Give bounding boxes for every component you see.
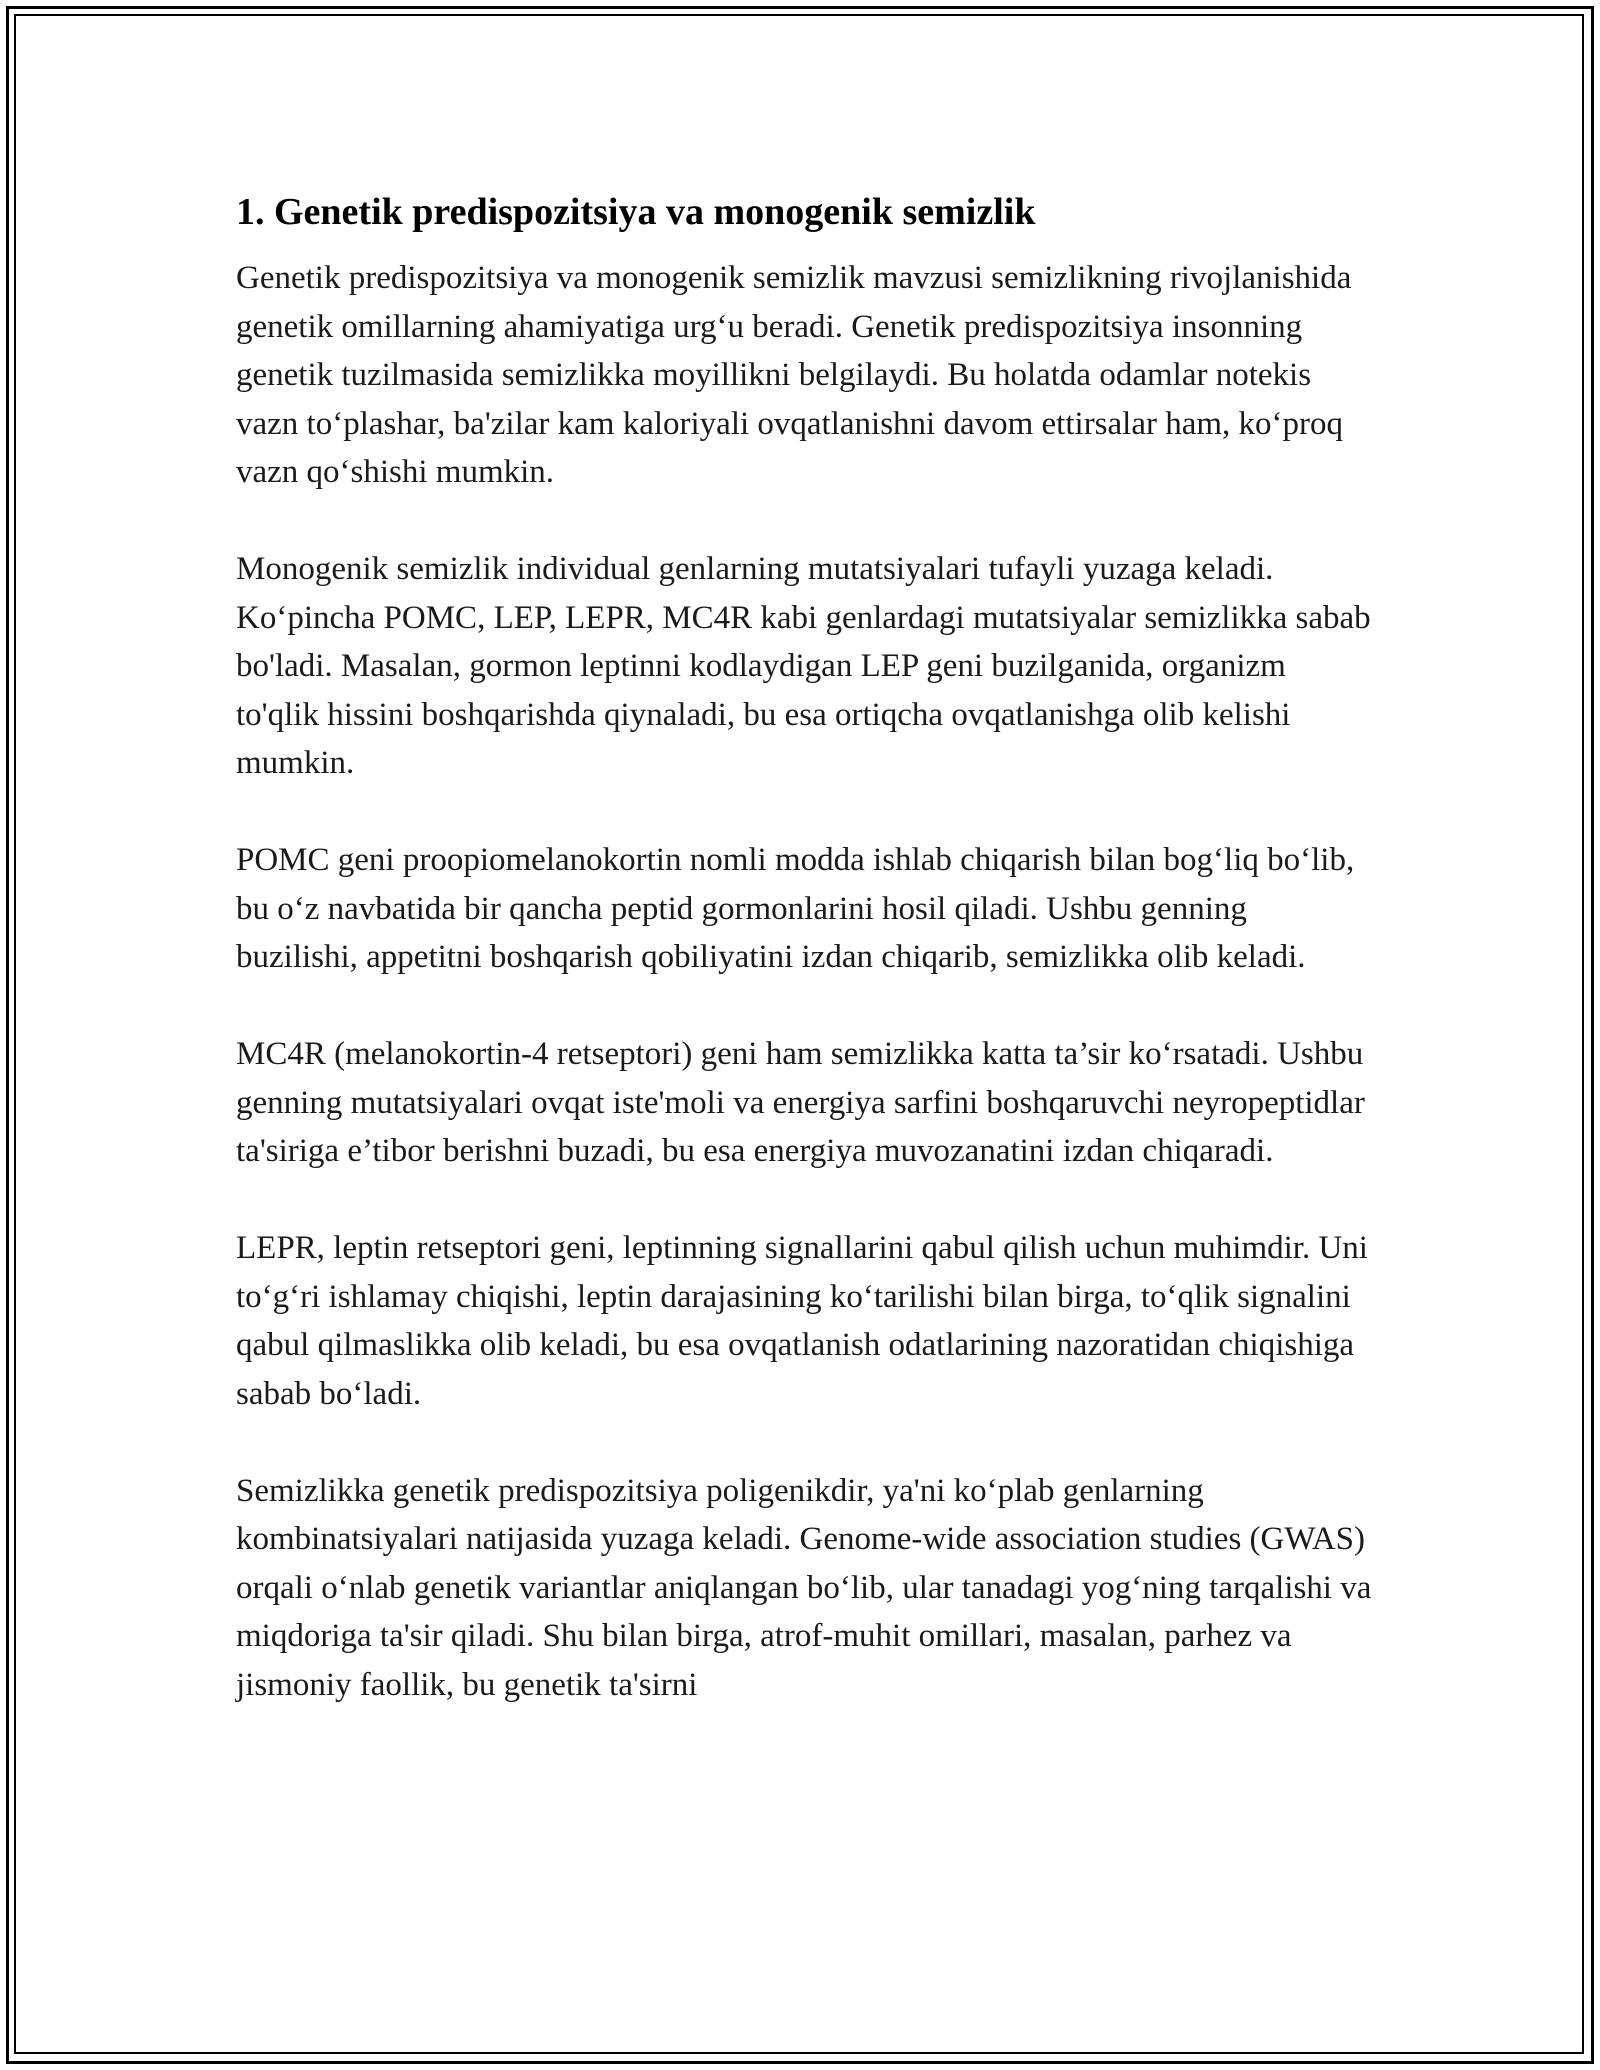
document-body xyxy=(236,188,1376,1709)
paragraph-genetic-predisposition: Genetik predispozitsiya va monogenik semizlik mavzusi semizlikning rivojlanishida genetik omillarning ahamiyatiga urg‘u beradi. Genetik predispozitsiya insonning genetik tuzilmasida semizlikka moyillikni belgilaydi. Bu holatda odamlar notekis vazn to‘plashar, ba'zilar kam kaloriyali ovqatlanishni davom ettirsalar ham, ko‘proq vazn qo‘shishi mumkin. xyxy=(236,260,1352,490)
paragraph-monogenic-obesity: Monogenik semizlik individual genlarning mutatsiyalari tufayli yuzaga keladi. Ko‘pincha POMC, LEP, LEPR, MC4R kabi genlardagi mutatsiyalar semizlikka sabab bo'ladi. Masalan, gormon leptinni kodlaydigan LEP geni buzilganida, organizm to'qlik hissini boshqarishda qiynaladi, bu esa ortiqcha ovqatlanishga olib kelishi mumkin. xyxy=(236,551,1371,781)
paragraph-polygenic-predisposition: Semizlikka genetik predispozitsiya poligenikdir, ya'ni ko‘plab genlarning kombinatsiyalari natijasida yuzaga keladi. Genome-wide association studies (GWAS) orqali o‘nlab genetik variantlar aniqlangan bo‘lib, ular tanadagi yog‘ning tarqalishi va miqdoriga ta'sir qiladi. Shu bilan birga, atrof-muhit omillari, masalan, parhez va jismoniy faollik, bu genetik ta'sirni xyxy=(236,1472,1372,1703)
paragraph-lepr-gene: LEPR, leptin retseptori geni, leptinning signallarini qabul qilish uchun muhimdir. Uni to‘g‘ri ishlamay chiqishi, leptin darajasining ko‘tarilishi bilan birga, to‘qlik signalini qabul qilmaslikka olib keladi, bu esa ovqatlanish odatlarining nazoratidan chiqishiga sabab bo‘ladi. xyxy=(236,1230,1368,1412)
paragraph-pomc-gene: POMC geni proopiomelanokortin nomli modda ishlab chiqarish bilan bog‘liq bo‘lib, bu o‘z navbatida bir qancha peptid gormonlarini hosil qiladi. Ushbu genning buzilishi, appetitni boshqarish qobiliyatini izdan chiqarib, semizlikka olib keladi. xyxy=(236,842,1355,975)
section-heading: 1. Genetik predispozitsiya va monogenik semizlik xyxy=(236,191,1036,233)
paragraph-mc4r-gene: MC4R (melanokortin-4 retseptori) geni ham semizlikka katta ta’sir ko‘rsatadi. Ushbu genning mutatsiyalari ovqat iste'moli va energiya sarfini boshqaruvchi neyropeptidlar ta'siriga e’tibor berishni buzadi, bu esa energiya muvozanatini izdan chiqaradi. xyxy=(236,1036,1365,1169)
